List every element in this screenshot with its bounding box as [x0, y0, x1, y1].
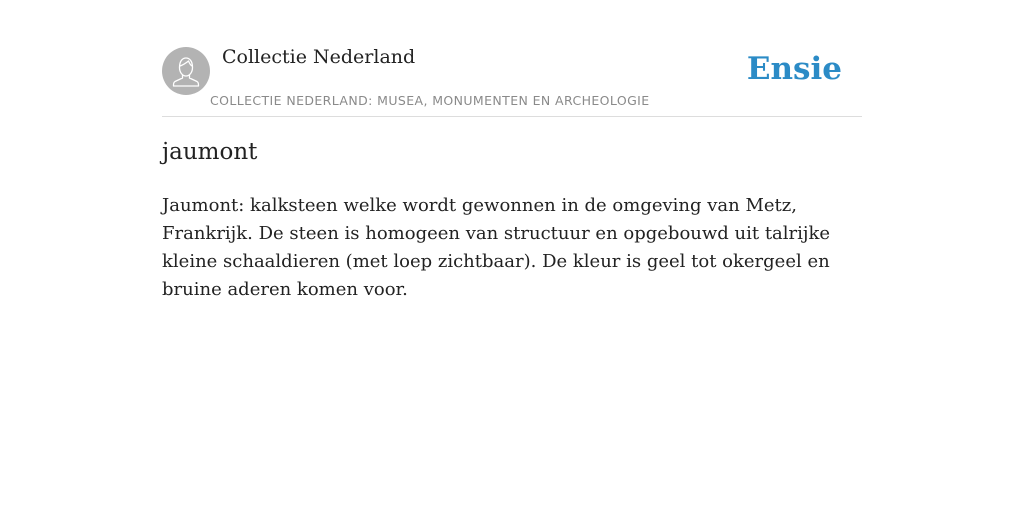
user-outline-icon [162, 47, 210, 95]
entry-definition: Jaumont: kalksteen welke wordt gewonnen in de omgeving van Metz, Frankrijk. De steen is homogeen van structuur en opgebouwd uit talrijke kleine schaaldieren (met loep zichtbaar). De kleur is geel tot okergeel en bruine aderen komen voor. [162, 195, 831, 300]
author-name[interactable]: Collectie Nederland [222, 46, 416, 68]
source-label[interactable]: COLLECTIE NEDERLAND: MUSEA, MONUMENTEN EN ARCHEOLOGIE [210, 93, 650, 108]
avatar[interactable] [162, 47, 210, 95]
entry-header [162, 44, 862, 117]
entry-title: jaumont [162, 139, 258, 165]
ensie-logo[interactable]: Ensie [746, 51, 842, 87]
